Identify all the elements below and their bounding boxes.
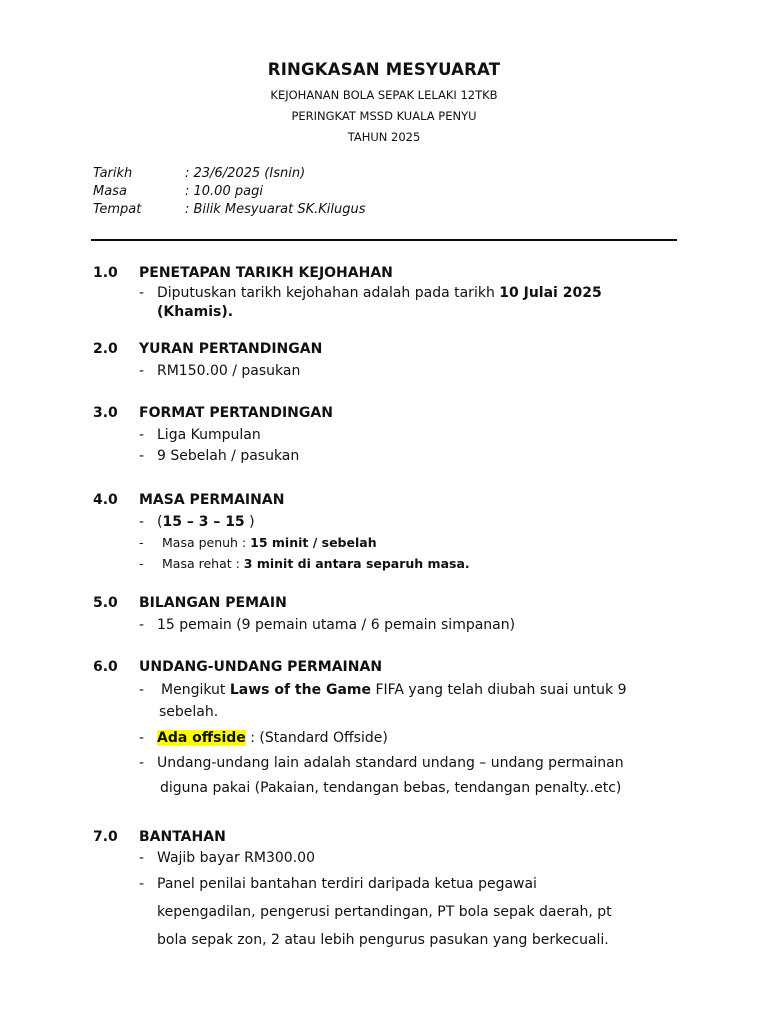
item-text-bold: Laws of the Game [229, 682, 371, 698]
list-item-continuation [93, 932, 693, 954]
section-2 [93, 341, 693, 384]
section-7 [93, 829, 693, 954]
item-text-bold: 3 minit di antara separuh masa. [243, 556, 470, 571]
list-item [93, 514, 693, 535]
list-item-continuation [93, 904, 693, 932]
list-item-continuation [93, 304, 693, 324]
section-title: MASA PERMAINAN [139, 492, 285, 508]
item-text [161, 682, 627, 698]
meeting-details [93, 166, 366, 220]
item-text [157, 285, 602, 301]
list-item [93, 682, 693, 704]
section-heading [93, 405, 693, 425]
section-heading [93, 595, 693, 615]
item-text: RM150.00 / pasukan [157, 363, 301, 379]
list-item [93, 535, 693, 556]
item-text: bola sepak zon, 2 atau lebih pengurus pasukan yang berkecuali. [157, 932, 609, 948]
section-5 [93, 595, 693, 638]
list-item [93, 617, 693, 638]
list-item [93, 285, 693, 304]
item-text-bold: 15 – 3 – 15 [162, 514, 245, 530]
item-text: 9 Sebelah / pasukan [157, 448, 300, 464]
subtitle-event: KEJOHANAN BOLA SEPAK LELAKI 12TKB [270, 88, 498, 102]
item-text [162, 556, 470, 571]
section-heading [93, 341, 693, 361]
list-item [93, 755, 693, 780]
section-number: 7.0 [93, 829, 118, 845]
dash-bullet: - [139, 617, 145, 633]
item-text-plain: Mengikut [161, 682, 230, 698]
list-item [93, 876, 693, 904]
list-item [93, 363, 693, 384]
item-text-plain: ) [244, 514, 255, 530]
section-number: 2.0 [93, 341, 118, 357]
item-text [162, 535, 377, 550]
section-title: PENETAPAN TARIKH KEJOHAHAN [139, 265, 393, 281]
dash-bullet: - [139, 448, 145, 464]
list-item [93, 730, 693, 755]
section-heading [93, 492, 693, 512]
item-text-plain: Masa rehat : [162, 556, 244, 571]
dash-bullet: - [139, 850, 145, 866]
divider-line [91, 239, 677, 241]
item-text-plain: : (Standard Offside) [245, 730, 388, 746]
item-text: Liga Kumpulan [157, 427, 261, 443]
section-heading [93, 265, 693, 285]
highlighted-text: Ada offside [157, 730, 246, 746]
section-title: FORMAT PERTANDINGAN [139, 405, 333, 421]
item-text [157, 514, 255, 530]
dash-bullet: - [139, 876, 145, 892]
section-title: BANTAHAN [139, 829, 226, 845]
item-text [157, 730, 388, 746]
section-title: YURAN PERTANDINGAN [139, 341, 323, 357]
date-value: : 23/6/2025 (Isnin) [185, 166, 306, 181]
place-label: Tempat [93, 202, 142, 217]
section-6 [93, 659, 693, 802]
time-value: : 10.00 pagi [185, 184, 263, 199]
section-title: UNDANG-UNDANG PERMAINAN [139, 659, 383, 675]
item-text-bold: 10 Julai 2025 [499, 285, 602, 301]
section-number: 6.0 [93, 659, 118, 675]
section-number: 1.0 [93, 265, 118, 281]
dash-bullet: - [139, 556, 144, 571]
item-text: sebelah. [159, 704, 219, 720]
date-label: Tarikh [93, 166, 133, 181]
section-3 [93, 405, 693, 469]
dash-bullet: - [139, 285, 145, 301]
section-number: 4.0 [93, 492, 118, 508]
item-text-plain: ( [157, 514, 163, 530]
item-text: Panel penilai bantahan terdiri daripada ketua pegawai [157, 876, 537, 892]
item-text: kepengadilan, pengerusi pertandingan, PT bola sepak daerah, pt [157, 904, 612, 920]
dash-bullet: - [139, 514, 145, 530]
list-item-continuation [93, 704, 693, 730]
section-4 [93, 492, 693, 577]
item-text-plain: FIFA yang telah diubah suai untuk 9 [371, 682, 627, 698]
section-heading [93, 829, 693, 849]
date-row [93, 166, 366, 184]
dash-bullet: - [139, 730, 145, 746]
section-heading [93, 659, 693, 679]
time-row [93, 184, 366, 202]
place-row [93, 202, 366, 220]
list-item-continuation [93, 780, 693, 802]
section-title: BILANGAN PEMAIN [139, 595, 287, 611]
section-number: 5.0 [93, 595, 118, 611]
section-number: 3.0 [93, 405, 118, 421]
item-text: Wajib bayar RM300.00 [157, 850, 315, 866]
dash-bullet: - [139, 363, 145, 379]
item-text-plain: Masa penuh : [162, 535, 251, 550]
list-item [93, 448, 693, 469]
dash-bullet: - [139, 427, 145, 443]
dash-bullet: - [139, 535, 144, 550]
dash-bullet: - [139, 755, 145, 771]
item-text-bold: (Khamis). [157, 304, 234, 320]
subtitle-year: TAHUN 2025 [347, 130, 421, 144]
document-title: RINGKASAN MESYUARAT [267, 60, 501, 79]
subtitle-level: PERINGKAT MSSD KUALA PENYU [291, 109, 477, 123]
dash-bullet: - [139, 682, 145, 698]
title-block [0, 60, 768, 144]
section-1 [93, 265, 693, 324]
item-text-plain: Diputuskan tarikh kejohahan adalah pada tarikh [157, 285, 500, 301]
item-text-bold: 15 minit / sebelah [250, 535, 377, 550]
item-text: diguna pakai (Pakaian, tendangan bebas, tendangan penalty..etc) [160, 780, 622, 796]
place-value: : Bilik Mesyuarat SK.Kilugus [185, 202, 366, 217]
list-item [93, 556, 693, 577]
list-item [93, 427, 693, 448]
item-text: 15 pemain (9 pemain utama / 6 pemain simpanan) [157, 617, 516, 633]
item-text: Undang-undang lain adalah standard undang – undang permainan [157, 755, 624, 771]
list-item [93, 850, 693, 876]
time-label: Masa [93, 184, 127, 199]
